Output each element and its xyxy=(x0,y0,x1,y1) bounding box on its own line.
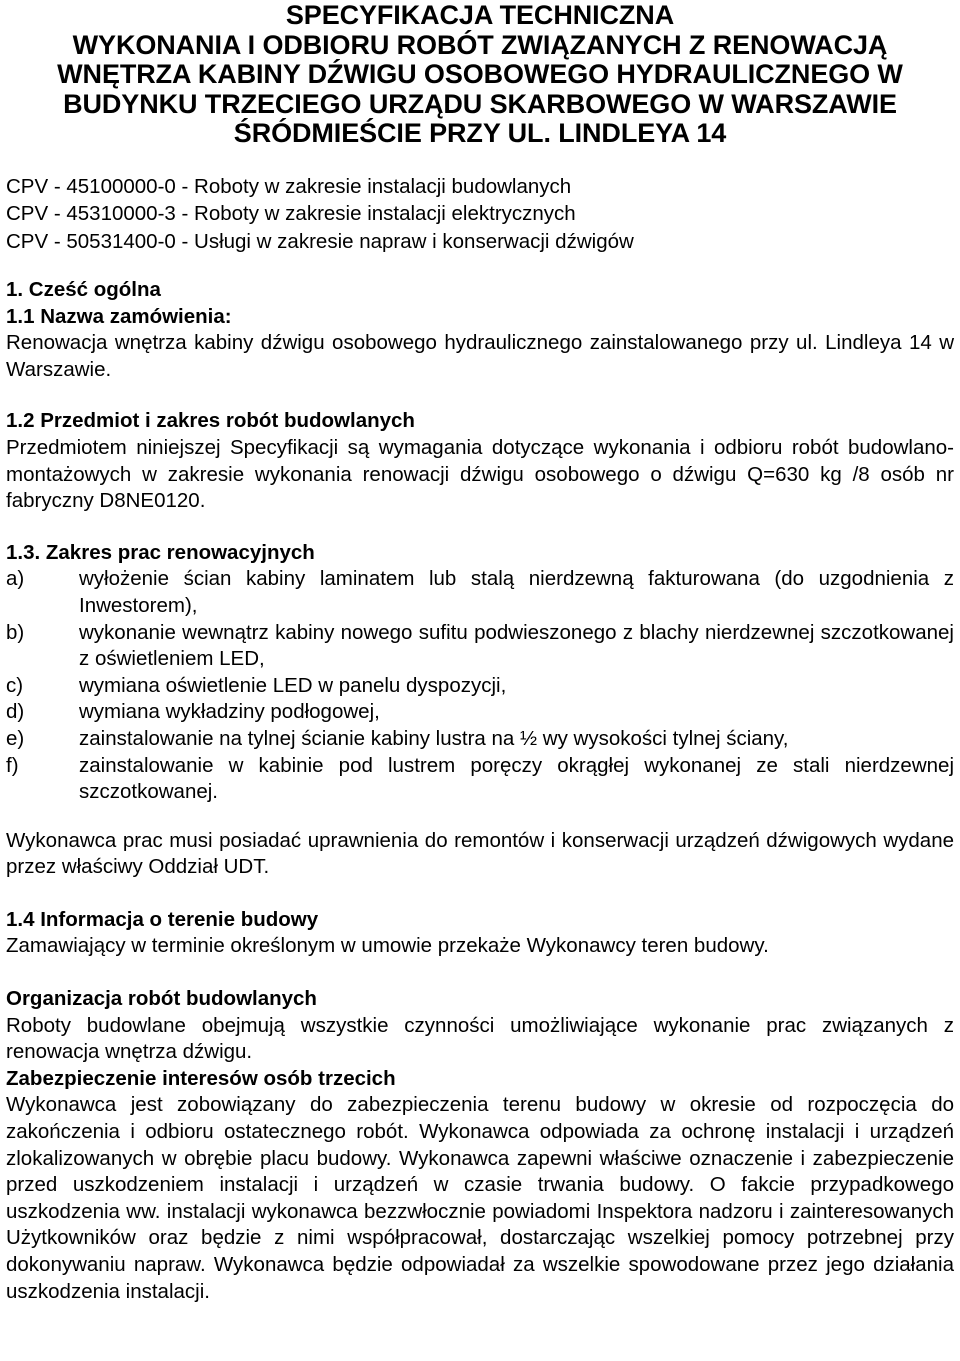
list-item-marker: f) xyxy=(6,753,19,777)
organization-heading: Organizacja robót budowlanych xyxy=(6,987,317,1011)
renovation-scope-list xyxy=(6,566,954,805)
third-party-protection-text: Wykonawca jest zobowiązany do zabezpieczenia terenu budowy w okresie od rozpoczęcia do zakończenia i odbioru ostatecznego robót. Wykonawca odpowiada za ochronę instalacji i urządzeń zlokalizowanych w obrębie placu budowy. Wykonawca zapewni właściwe oznaczenie i zabezpieczenie przed uszkodzeniem instalacji i urządzeń w czasie trwania budowy. O fakcie przypadkowego uszkodzenia ww. instalacji wykonawca bezzwłocznie powiadomi Inspektora nadzoru i zainteresowanych Użytkowników oraz będzie z nimi współpracował, dostarczając wszelkiej pomocy potrzebnej przy dokonywaniu napraw. Wykonawca będzie odpowiadał za wszelkie spowodowane przez jego działania uszkodzenia instalacji. xyxy=(6,1093,954,1303)
cpv-code-3: CPV - 50531400-0 - Usługi w zakresie napraw i konserwacji dźwigów xyxy=(6,229,634,253)
cpv-code-2: CPV - 45310000-3 - Roboty w zakresie instalacji elektrycznych xyxy=(6,202,576,225)
section-1-3-note: Wykonawca prac musi posiadać uprawnienia do remontów i konserwacji urządzeń dźwigowych wydane przez właściwy Oddział UDT. xyxy=(6,828,954,879)
list-item xyxy=(6,726,954,753)
section-1-1-heading: 1.1 Nazwa zamówienia: xyxy=(6,304,232,328)
list-item-marker: a) xyxy=(6,567,25,591)
title-line-3: WNĘTRZA KABINY DŹWIGU OSOBOWEGO HYDRAULICZNEGO W xyxy=(57,59,903,89)
list-item xyxy=(6,699,954,726)
organization-text: Roboty budowlane obejmują wszystkie czynności umożliwiające wykonanie prac związanych z renowacja wnętrza dźwigu. xyxy=(6,1013,954,1064)
list-item xyxy=(6,566,954,619)
section-1-2-heading: 1.2 Przedmiot i zakres robót budowlanych xyxy=(6,409,415,433)
list-item-text: wykonanie wewnątrz kabiny nowego sufitu podwieszonego z blachy nierdzewnej szczotkowanej z oświetleniem LED, xyxy=(79,620,954,671)
list-item-text: wymiana wykładziny podłogowej, xyxy=(79,700,380,724)
third-party-protection-heading: Zabezpieczenie interesów osób trzecich xyxy=(6,1066,396,1090)
section-1-2-text: Przedmiotem niniejszej Specyfikacji są wymagania dotyczące wykonania i odbioru robót budowlano-montażowych w zakresie wykonania renowacji dźwigu osobowego o dźwigu Q=630 kg /8 osób nr fabryczny D8NE0120. xyxy=(6,435,954,513)
list-item-marker: b) xyxy=(6,620,25,644)
list-item xyxy=(6,673,954,700)
list-item-text: zainstalowanie w kabinie pod lustrem poręczy okrągłej wykonanej ze stali nierdzewnej szczotkowanej. xyxy=(79,753,954,804)
section-1-4-text: Zamawiający w terminie określonym w umowie przekaże Wykonawcy teren budowy. xyxy=(6,934,769,958)
section-1-4-heading: 1.4 Informacja o terenie budowy xyxy=(6,907,319,931)
list-item-text: zainstalowanie na tylnej ścianie kabiny lustra na ½ wy wysokości tylnej ściany, xyxy=(79,726,789,750)
title-line-4: BUDYNKU TRZECIEGO URZĄDU SKARBOWEGO W WARSZAWIE xyxy=(63,88,897,119)
list-item-text: wyłożenie ścian kabiny laminatem lub stalą nierdzewną fakturowana (do uzgodnienia z Inwestorem), xyxy=(79,567,954,617)
cpv-codes xyxy=(6,173,954,256)
list-item-marker: d) xyxy=(6,700,25,724)
section-1-1-text: Renowacja wnętrza kabiny dźwigu osobowego hydraulicznego zainstalowanego przy ul. Lindleya 14 w Warszawie. xyxy=(6,331,954,381)
document-title xyxy=(6,0,954,149)
list-item-marker: c) xyxy=(6,673,24,697)
list-item xyxy=(6,753,954,806)
list-item-text: wymiana oświetlenie LED w panelu dyspozycji, xyxy=(79,673,507,697)
section-1-3-heading: 1.3. Zakres prac renowacyjnych xyxy=(6,540,315,564)
title-line-2: WYKONANIA I ODBIORU ROBÓT ZWIĄZANYCH Z RENOWACJĄ xyxy=(72,29,888,60)
list-item xyxy=(6,620,954,673)
title-line-5: ŚRÓDMIEŚCIE PRZY UL. LINDLEYA 14 xyxy=(233,118,727,148)
list-item-marker: e) xyxy=(6,726,25,750)
section-1-heading: 1. Cześć ogólna xyxy=(6,278,161,301)
cpv-code-1: CPV - 45100000-0 - Roboty w zakresie instalacji budowlanych xyxy=(6,174,572,198)
title-line-1: SPECYFIKACJA TECHNICZNA xyxy=(285,0,675,30)
